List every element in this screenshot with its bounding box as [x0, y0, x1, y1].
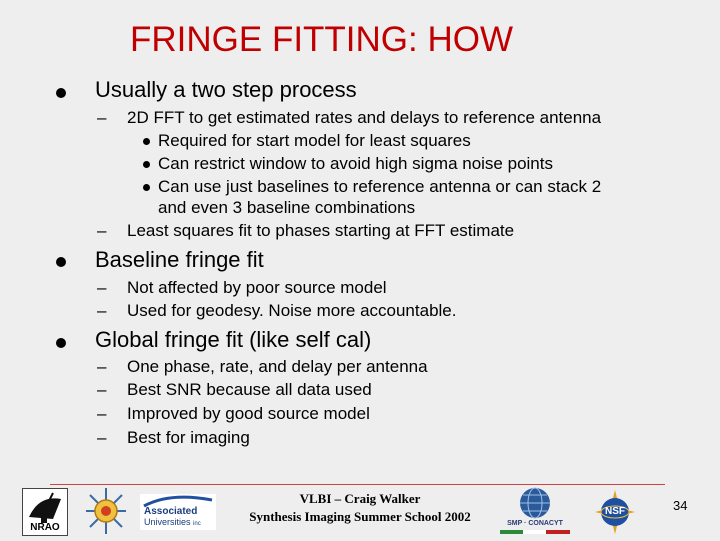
- dash-marker: –: [97, 278, 107, 297]
- zia-sun-icon: [84, 486, 128, 536]
- section-2-item-2: Used for geodesy. Noise more accountable.: [127, 301, 457, 320]
- section-3-heading: Global fringe fit (like self cal): [95, 327, 372, 352]
- section-3-item-2: Best SNR because all data used: [127, 380, 372, 399]
- footer-line-1: VLBI – Craig Walker: [299, 491, 421, 506]
- aui-logo: [140, 494, 216, 530]
- globe-icon: [494, 486, 576, 520]
- nrao-logo: [22, 488, 68, 536]
- section-1-heading: Usually a two step process: [95, 77, 357, 102]
- footer-credit: [228, 490, 492, 526]
- bullet-dot: [143, 161, 150, 168]
- dash-marker: –: [97, 380, 107, 399]
- bullet-dot: [56, 88, 66, 98]
- nrao-logo-text: NRAO: [30, 522, 60, 533]
- aui-logo-line2: Universities inc: [144, 517, 201, 527]
- section-1-item-2: Least squares fit to phases starting at FFT estimate: [127, 221, 515, 240]
- section-3-item-3: Improved by good source model: [127, 404, 370, 423]
- section-1-item-1: 2D FFT to get estimated rates and delays to reference antenna: [127, 108, 602, 127]
- section-2-heading: Baseline fringe fit: [95, 247, 264, 272]
- footer-line-2: Synthesis Imaging Summer School 2002: [249, 509, 471, 524]
- dash-marker: –: [97, 404, 107, 423]
- nsf-logo-text: NSF: [605, 506, 625, 517]
- dash-marker: –: [97, 301, 107, 320]
- section-1-subitem-3: Can use just baselines to reference antenna or can stack 2: [158, 177, 602, 196]
- footer-rule: [50, 484, 665, 485]
- dash-marker: –: [97, 428, 107, 447]
- section-2-item-1: Not affected by poor source model: [127, 278, 387, 297]
- section-1-subitem-3-cont: and even 3 baseline combinations: [158, 198, 416, 217]
- section-3-item-4: Best for imaging: [127, 428, 250, 447]
- conacyt-logo: [494, 486, 576, 538]
- bullet-dot: [143, 138, 150, 145]
- bullet-dot: [143, 184, 150, 191]
- section-3-item-1: One phase, rate, and delay per antenna: [127, 357, 428, 376]
- dash-marker: –: [97, 357, 107, 376]
- zia-sun-logo: [84, 486, 128, 536]
- section-1-subitem-2: Can restrict window to avoid high sigma noise points: [158, 154, 553, 173]
- nsf-logo: [595, 490, 635, 534]
- bullet-dot: [56, 338, 66, 348]
- flag-stripe: [500, 530, 570, 534]
- section-1-subitem-1: Required for start model for least squares: [158, 131, 471, 150]
- aui-logo-line1: Associated: [144, 506, 198, 517]
- dash-marker: –: [97, 221, 107, 240]
- bullet-dot: [56, 257, 66, 267]
- conacyt-logo-text: SMP · CONACYT: [507, 520, 563, 527]
- slide-title: FRINGE FITTING: HOW: [130, 20, 514, 59]
- page-number: 34: [673, 498, 688, 513]
- dash-marker: –: [97, 108, 107, 127]
